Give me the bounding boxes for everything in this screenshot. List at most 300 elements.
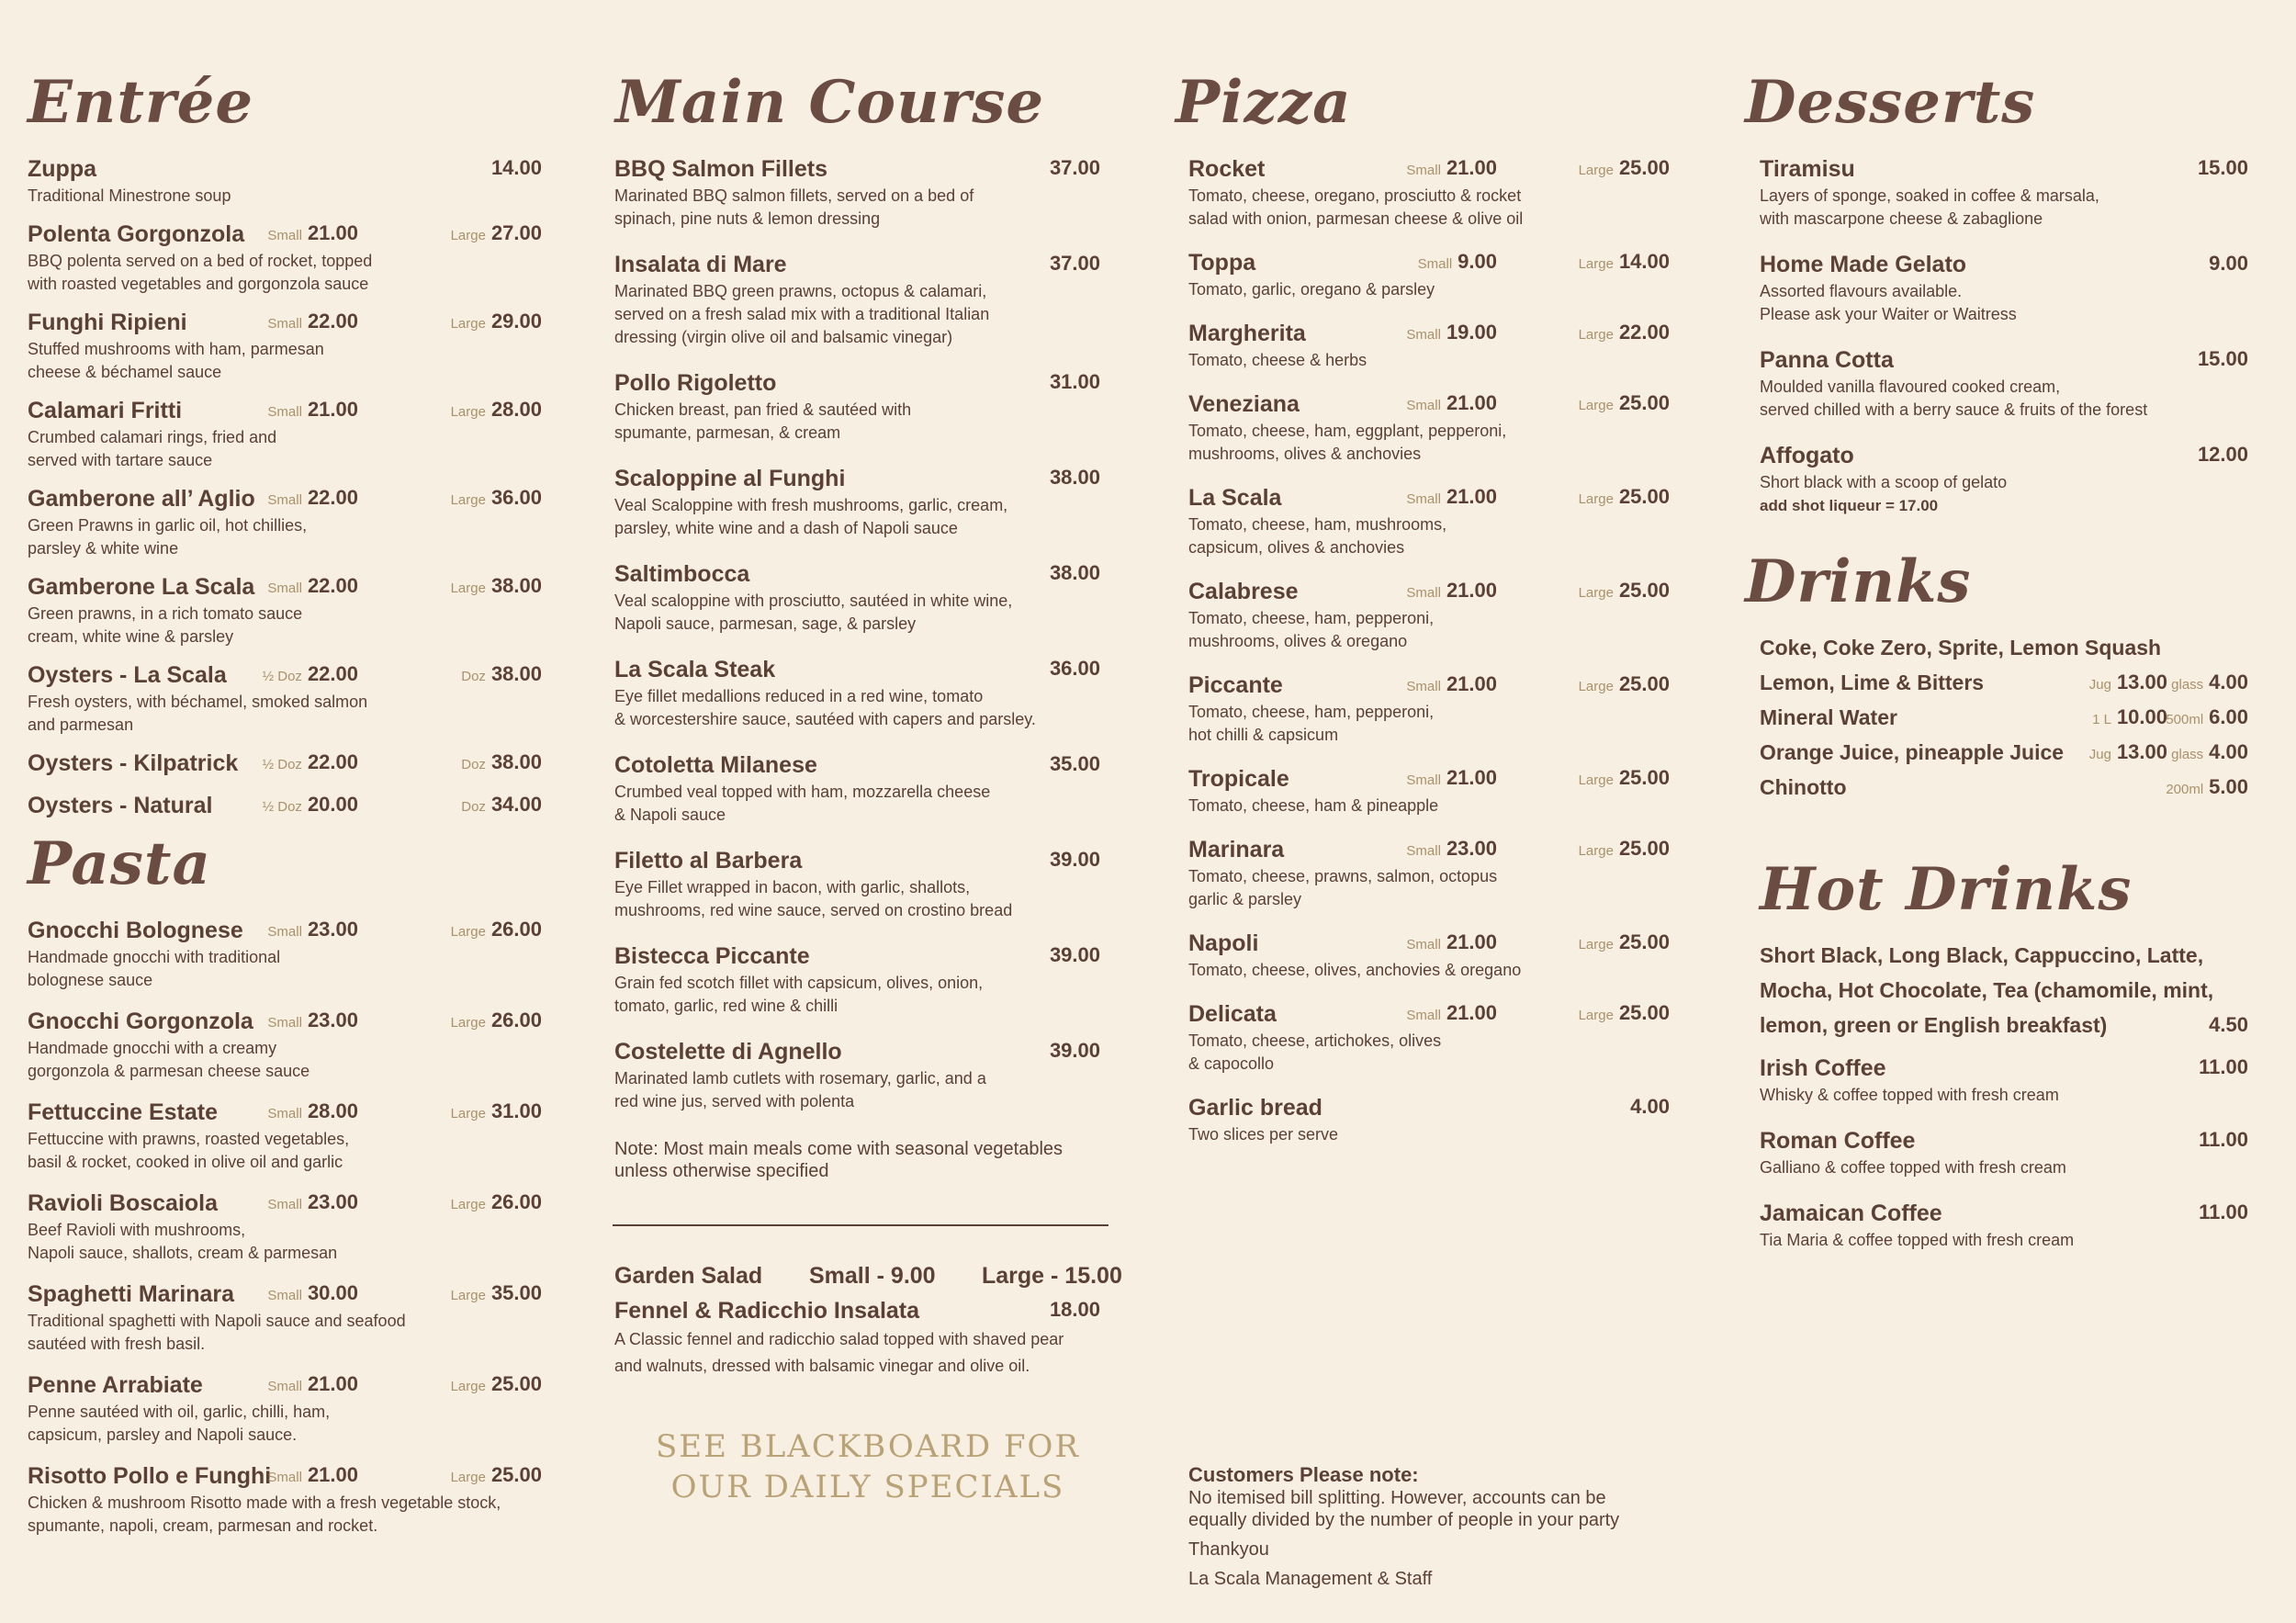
- size-label: Large: [450, 580, 486, 596]
- price-value: 38.00: [490, 662, 542, 685]
- menu-item: [28, 486, 542, 559]
- size-label: Small: [1406, 843, 1441, 859]
- coffee-line-1-text: Short Black, Long Black, Cappuccino, Latte,: [1760, 943, 2204, 967]
- menu-item: [28, 1281, 542, 1355]
- size-label: Small: [267, 1288, 302, 1303]
- item-price: 37.00: [1049, 252, 1100, 275]
- salad-row: [614, 1263, 1122, 1298]
- item-price-small: [267, 1281, 358, 1305]
- pasta-heading: Pasta: [28, 829, 211, 898]
- menu-item: [1188, 156, 1681, 230]
- price-value: 14.00: [1618, 250, 1670, 273]
- item-price-large: [1579, 579, 1670, 603]
- item-desc: Penne sautéed with oil, garlic, chilli, ham,: [28, 1403, 331, 1421]
- menu-item: [614, 848, 1111, 921]
- price-value: 25.00: [1618, 1001, 1670, 1024]
- size-label: Large: [1578, 491, 1614, 507]
- item-price-small: [267, 918, 358, 941]
- drink-price-1: [2089, 740, 2167, 764]
- drink-price-2: [2166, 705, 2248, 729]
- desserts-column: [1745, 68, 2259, 1273]
- item-desc: Tomato, cheese, ham & pineapple: [1188, 796, 1439, 815]
- item-price: 14.00: [490, 156, 542, 179]
- price-value: 20.00: [307, 793, 358, 816]
- item-desc: cream, white wine & parsley: [28, 627, 234, 646]
- menu-item: [1760, 1128, 2259, 1178]
- item-desc: Assorted flavours available.: [1760, 282, 1963, 300]
- item-price-large: [1579, 391, 1670, 415]
- drink-name: Lemon, Lime & Bitters: [1760, 671, 1985, 694]
- size-label: Large: [1578, 256, 1614, 272]
- item-desc: BBQ polenta served on a bed of rocket, topped: [28, 252, 373, 270]
- soft-drinks-line: [1760, 636, 2259, 671]
- menu-item: [614, 752, 1111, 826]
- menu-item: [28, 1372, 542, 1446]
- item-price-large: [451, 1009, 542, 1032]
- item-name: Oysters - Kilpatrick: [28, 750, 239, 776]
- price-value: 25.00: [1618, 485, 1670, 508]
- main-note-line1: Note: Most main meals come with seasonal vegetables: [614, 1139, 1064, 1159]
- main-note: [614, 1138, 1111, 1182]
- item-price-small: [1406, 672, 1497, 696]
- price-value: 25.00: [490, 1372, 542, 1395]
- item-price-large: [451, 1372, 542, 1396]
- item-name: Spaghetti Marinara: [28, 1281, 235, 1307]
- main-course-column: [602, 68, 1122, 1507]
- item-price-small: [1406, 766, 1497, 790]
- main-note-line2: unless otherwise specified: [614, 1161, 829, 1181]
- item-name: Risotto Pollo e Funghi: [28, 1463, 272, 1489]
- size-label: Large: [450, 404, 486, 420]
- drink-row: [1760, 740, 2259, 775]
- item-price: 31.00: [1049, 370, 1100, 393]
- item-desc: Napoli sauce, shallots, cream & parmesan: [28, 1244, 338, 1262]
- price-value: 23.00: [307, 1190, 358, 1213]
- size-label: Doz: [461, 757, 486, 772]
- item-price-small: [1406, 156, 1497, 180]
- notice-line-1: No itemised bill splitting. However, accounts can be: [1188, 1488, 1606, 1508]
- item-price-large: [1579, 485, 1670, 509]
- size-label: Large: [450, 1288, 486, 1303]
- menu-item: [28, 574, 542, 648]
- price-value: 25.00: [1618, 930, 1670, 953]
- item-desc: tomato, garlic, red wine & chilli: [614, 997, 838, 1015]
- item-price: 15.00: [2197, 347, 2248, 370]
- size-label: Large: [450, 1106, 486, 1121]
- item-desc: dressing (virgin olive oil and balsamic vinegar): [614, 328, 953, 346]
- fennel-price: 18.00: [1049, 1298, 1100, 1321]
- size-label: Small: [267, 1379, 302, 1394]
- item-desc: served with tartare sauce: [28, 451, 213, 469]
- price-value: 38.00: [490, 574, 542, 597]
- pasta-list: [28, 918, 542, 1537]
- price-value: 26.00: [490, 1009, 542, 1031]
- menu-item: [1188, 1095, 1681, 1145]
- menu-item: [1760, 1200, 2259, 1251]
- size-label: Small: [1406, 327, 1441, 343]
- menu-item: [614, 252, 1111, 348]
- pizza-column: [1176, 68, 1681, 1589]
- item-desc: sautéed with fresh basil.: [28, 1335, 206, 1353]
- price-value: 9.00: [1458, 250, 1497, 273]
- item-desc: Galliano & coffee topped with fresh cream: [1760, 1158, 2066, 1177]
- price-value: 30.00: [307, 1281, 358, 1304]
- price-value: 21.00: [307, 221, 358, 244]
- entree-column: [28, 68, 542, 1554]
- notice-title: Customers Please note:: [1188, 1463, 1419, 1486]
- price-value: 22.00: [307, 486, 358, 509]
- item-desc: Two slices per serve: [1188, 1125, 1339, 1144]
- size-label: Small: [1406, 937, 1441, 952]
- item-price-small: [263, 793, 358, 817]
- item-price: 39.00: [1049, 943, 1100, 966]
- price-value: 25.00: [1618, 156, 1670, 179]
- menu-item: [28, 221, 542, 295]
- menu-item: [28, 1190, 542, 1264]
- menu-item: [28, 793, 542, 820]
- item-name: BBQ Salmon Fillets: [614, 156, 827, 182]
- item-name: Pollo Rigoletto: [614, 370, 777, 396]
- item-price-large: [451, 574, 542, 598]
- menu-item: [28, 398, 542, 471]
- price-value: 21.00: [307, 1463, 358, 1486]
- item-name: Oysters - La Scala: [28, 662, 227, 688]
- size-label: Small: [1406, 1008, 1441, 1023]
- price-value: 28.00: [490, 398, 542, 421]
- size-label: Small: [1406, 679, 1441, 694]
- item-desc: Tomato, cheese, oregano, prosciutto & rocket: [1188, 186, 1522, 205]
- item-desc: Tomato, cheese, ham, eggplant, pepperoni,: [1188, 422, 1507, 440]
- size-label: Large: [1578, 772, 1614, 788]
- menu-item: [28, 1463, 542, 1537]
- menu-item: [28, 918, 542, 991]
- coffee-line-1: [1760, 943, 2259, 978]
- size-label: Large: [1578, 843, 1614, 859]
- price-value: 23.00: [1446, 837, 1497, 860]
- item-price-small: [1406, 321, 1497, 344]
- main-course-heading: Main Course: [615, 68, 1045, 137]
- item-price-large: [1579, 837, 1670, 861]
- size-label: Large: [450, 1470, 486, 1485]
- item-name: Insalata di Mare: [614, 252, 787, 277]
- menu-item: [1188, 672, 1681, 746]
- item-price-small: [1406, 579, 1497, 603]
- item-desc: Handmade gnocchi with traditional: [28, 948, 281, 966]
- item-price-large: [461, 662, 542, 686]
- price-value: 21.00: [307, 398, 358, 421]
- price-value: 4.00: [2209, 740, 2248, 763]
- size-label: Jug: [2088, 677, 2111, 693]
- item-desc: served on a fresh salad mix with a traditional Italian: [614, 305, 990, 323]
- price-value: 27.00: [490, 221, 542, 244]
- fennel-name: Fennel & Radicchio Insalata: [614, 1298, 920, 1324]
- item-desc: and parmesan: [28, 716, 134, 734]
- item-price: 39.00: [1049, 848, 1100, 871]
- size-label: Large: [450, 316, 486, 332]
- size-label: Small: [267, 1015, 302, 1031]
- price-value: 22.00: [307, 310, 358, 332]
- size-label: Small: [267, 580, 302, 596]
- item-name: Bistecca Piccante: [614, 943, 810, 969]
- size-label: Large: [450, 492, 486, 508]
- item-name: Gamberone La Scala: [28, 574, 255, 600]
- item-desc: Veal Scaloppine with fresh mushrooms, garlic, cream,: [614, 496, 1008, 514]
- menu-item: [1188, 930, 1681, 981]
- size-label: Small: [1406, 585, 1441, 601]
- soft-drinks-label: Coke, Coke Zero, Sprite, Lemon Squash: [1760, 636, 2162, 659]
- size-label: Small: [1417, 256, 1453, 272]
- item-name: Toppa: [1188, 250, 1256, 276]
- size-label: Large: [1578, 398, 1614, 413]
- price-value: 26.00: [490, 1190, 542, 1213]
- item-name: Polenta Gorgonzola: [28, 221, 245, 247]
- item-price-small: [263, 750, 358, 774]
- price-value: 23.00: [307, 918, 358, 941]
- size-label: Small: [267, 228, 302, 243]
- menu-item: [28, 310, 542, 383]
- drink-name: Orange Juice, pineapple Juice: [1760, 740, 2065, 764]
- size-label: Small: [267, 1106, 302, 1121]
- item-price-large: [451, 398, 542, 422]
- item-price-large: [1579, 250, 1670, 274]
- item-desc: Crumbed calamari rings, fried and: [28, 428, 277, 446]
- item-name: Scaloppine al Funghi: [614, 466, 846, 491]
- size-label: Jug: [2088, 747, 2111, 762]
- size-label: Large: [450, 1197, 486, 1212]
- item-name: Irish Coffee: [1760, 1055, 1886, 1081]
- item-price: 11.00: [2199, 1055, 2248, 1078]
- size-label: Small: [267, 924, 302, 940]
- item-desc: Green prawns, in a rich tomato sauce: [28, 604, 303, 623]
- item-desc: Handmade gnocchi with a creamy: [28, 1039, 277, 1057]
- salad-small-price: Small - 9.00: [809, 1263, 936, 1289]
- coffee-price: 4.50: [2209, 1013, 2248, 1036]
- item-price: 11.00: [2199, 1200, 2248, 1223]
- item-price-large: [1579, 672, 1670, 696]
- menu-item: [614, 657, 1111, 730]
- item-desc: Marinated BBQ salmon fillets, served on a bed of: [614, 186, 974, 205]
- item-desc: parsley & white wine: [28, 539, 179, 558]
- coffee-line-2-text: Mocha, Hot Chocolate, Tea (chamomile, mint,: [1760, 978, 2214, 1002]
- size-label: Large: [450, 1015, 486, 1031]
- item-price: 12.00: [2197, 443, 2248, 466]
- item-price-large: [451, 918, 542, 941]
- drink-price-2: [2166, 775, 2248, 799]
- item-desc: Tomato, cheese, ham, pepperoni,: [1188, 609, 1435, 627]
- item-desc: & Napoli sauce: [614, 806, 726, 824]
- item-desc: Traditional spaghetti with Napoli sauce and seafood: [28, 1312, 406, 1330]
- hot-drinks-heading: Hot Drinks: [1760, 855, 2133, 924]
- item-price-small: [263, 662, 358, 686]
- item-desc: gorgonzola & parmesan cheese sauce: [28, 1062, 310, 1080]
- item-desc: Tomato, cheese, ham, mushrooms,: [1188, 515, 1447, 534]
- fennel-desc-1: A Classic fennel and radicchio salad topped with shaved pear: [614, 1330, 1064, 1348]
- item-price-small: [267, 1190, 358, 1214]
- price-value: 6.00: [2209, 705, 2248, 728]
- menu-item: [1760, 156, 2259, 230]
- price-value: 10.00: [2116, 705, 2167, 728]
- item-desc: basil & rocket, cooked in olive oil and garlic: [28, 1153, 343, 1171]
- item-desc: Eye fillet medallions reduced in a red wine, tomato: [614, 687, 984, 705]
- size-label: Small: [1406, 772, 1441, 788]
- item-desc: Stuffed mushrooms with ham, parmesan: [28, 340, 324, 358]
- menu-item: [1188, 321, 1681, 371]
- item-desc: mushrooms, red wine sauce, served on crostino bread: [614, 901, 1013, 919]
- price-value: 28.00: [307, 1099, 358, 1122]
- size-label: Large: [1578, 1008, 1614, 1023]
- price-value: 5.00: [2209, 775, 2248, 798]
- price-value: 29.00: [490, 310, 542, 332]
- menu-item: [1188, 837, 1681, 910]
- menu-item: [1760, 1055, 2259, 1106]
- price-value: 4.00: [2209, 671, 2248, 693]
- menu-item: [614, 370, 1111, 444]
- coffee-line-3: [1760, 1013, 2259, 1048]
- price-value: 25.00: [1618, 391, 1670, 414]
- item-desc: Please ask your Waiter or Waitress: [1760, 305, 2017, 323]
- item-price: 38.00: [1049, 466, 1100, 489]
- size-label: Large: [450, 1379, 486, 1394]
- item-desc: Veal scaloppine with prosciutto, sautéed in white wine,: [614, 592, 1013, 610]
- item-desc: Tomato, cheese, olives, anchovies & oregano: [1188, 961, 1522, 979]
- item-desc: garlic & parsley: [1188, 890, 1302, 908]
- item-desc: bolognese sauce: [28, 971, 153, 989]
- item-name: La Scala: [1188, 485, 1282, 511]
- customer-notice: [1188, 1463, 1619, 1590]
- size-label: ½ Doz: [262, 799, 302, 815]
- item-desc: Tomato, cheese, prawns, salmon, octopus: [1188, 867, 1498, 885]
- item-name: Gnocchi Gorgonzola: [28, 1009, 253, 1034]
- item-price-small: [1406, 485, 1497, 509]
- item-desc: Tomato, cheese, ham, pepperoni,: [1188, 703, 1435, 721]
- daily-specials-banner: [602, 1426, 1134, 1507]
- item-desc: Napoli sauce, parmesan, sage, & parsley: [614, 614, 917, 633]
- menu-item: [1188, 766, 1681, 817]
- item-price-large: [461, 750, 542, 774]
- hot-drinks-list: [1760, 943, 2259, 1251]
- menu-item: [1188, 1001, 1681, 1075]
- item-price: 36.00: [1049, 657, 1100, 680]
- item-desc: red wine jus, served with polenta: [614, 1092, 855, 1110]
- size-label: glass: [2171, 747, 2204, 762]
- item-desc: Green Prawns in garlic oil, hot chillies,: [28, 516, 308, 535]
- item-price-large: [451, 221, 542, 245]
- item-desc: spumante, parmesan, & cream: [614, 423, 841, 442]
- item-desc: Beef Ravioli with mushrooms,: [28, 1221, 246, 1239]
- size-label: Small: [1406, 163, 1441, 178]
- menu-item: [614, 561, 1111, 635]
- size-label: Large: [450, 924, 486, 940]
- price-value: 21.00: [1446, 766, 1497, 789]
- price-value: 21.00: [1446, 391, 1497, 414]
- item-price: 11.00: [2199, 1128, 2248, 1151]
- entree-heading: Entrée: [28, 68, 254, 137]
- menu-item: [614, 156, 1111, 230]
- item-price-small: [1406, 1001, 1497, 1025]
- item-price-small: [267, 1372, 358, 1396]
- drinks-heading: Drinks: [1745, 547, 1972, 616]
- size-label: Small: [267, 1470, 302, 1485]
- item-desc: capsicum, olives & anchovies: [1188, 538, 1405, 557]
- item-name: Tiramisu: [1760, 156, 1855, 182]
- menu-item: [614, 943, 1111, 1017]
- price-value: 13.00: [2116, 671, 2167, 693]
- menu-item: [28, 156, 542, 207]
- drink-price-1: [2089, 671, 2167, 694]
- menu-item: [1188, 250, 1681, 300]
- item-desc: Marinated BBQ green prawns, octopus & calamari,: [614, 282, 987, 300]
- item-name: Veneziana: [1188, 391, 1300, 417]
- size-label: 1 L: [2092, 712, 2111, 727]
- item-desc: Layers of sponge, soaked in coffee & marsala,: [1760, 186, 2099, 205]
- item-name: Gamberone all’ Aglio: [28, 486, 255, 512]
- item-price-large: [451, 1463, 542, 1487]
- item-name: Rocket: [1188, 156, 1266, 182]
- price-value: 25.00: [490, 1463, 542, 1486]
- desserts-heading: Desserts: [1745, 68, 2036, 137]
- salad-name: Garden Salad: [614, 1263, 763, 1289]
- size-label: Large: [1578, 327, 1614, 343]
- item-price: 4.00: [1630, 1095, 1670, 1118]
- item-price-small: [1406, 391, 1497, 415]
- item-price-large: [1579, 930, 1670, 954]
- item-desc: Whisky & coffee topped with fresh cream: [1760, 1086, 2059, 1104]
- item-desc: Tomato, garlic, oregano & parsley: [1188, 280, 1435, 299]
- item-name: Calamari Fritti: [28, 398, 183, 423]
- size-label: Large: [1578, 679, 1614, 694]
- item-desc: & capocollo: [1188, 1054, 1275, 1073]
- drink-row: [1760, 775, 2259, 810]
- item-price: 39.00: [1049, 1039, 1100, 1062]
- dessert-list: [1760, 156, 2259, 516]
- item-price-large: [1579, 766, 1670, 790]
- item-desc: capsicum, parsley and Napoli sauce.: [28, 1426, 298, 1444]
- item-name: Margherita: [1188, 321, 1306, 346]
- item-desc: parsley, white wine and a dash of Napoli sauce: [614, 519, 958, 537]
- item-name: Home Made Gelato: [1760, 252, 1967, 277]
- main-list: [614, 156, 1111, 1112]
- notice-line-2: equally divided by the number of people in your party: [1188, 1510, 1620, 1530]
- drink-name: Chinotto: [1760, 775, 1847, 799]
- item-price-large: [451, 1281, 542, 1305]
- item-price: 37.00: [1049, 156, 1100, 179]
- item-name: Filetto al Barbera: [614, 848, 803, 873]
- price-value: 25.00: [1618, 837, 1670, 860]
- price-value: 26.00: [490, 918, 542, 941]
- drinks-list: [1760, 636, 2259, 810]
- specials-line-2: OUR DAILY SPECIALS: [670, 1469, 1065, 1505]
- item-desc: salad with onion, parmesan cheese & olive oil: [1188, 209, 1524, 228]
- menu-item: [1188, 579, 1681, 652]
- price-value: 19.00: [1446, 321, 1497, 344]
- item-name: Panna Cotta: [1760, 347, 1894, 373]
- item-price-large: [451, 1099, 542, 1123]
- menu-item: [28, 1099, 542, 1173]
- price-value: 22.00: [307, 574, 358, 597]
- price-value: 21.00: [1446, 1001, 1497, 1024]
- item-name: Funghi Ripieni: [28, 310, 187, 335]
- item-price-small: [267, 398, 358, 422]
- price-value: 21.00: [1446, 579, 1497, 602]
- price-value: 21.00: [307, 1372, 358, 1395]
- size-label: Small: [267, 316, 302, 332]
- item-name: Napoli: [1188, 930, 1259, 956]
- item-name: Oysters - Natural: [28, 793, 213, 818]
- price-value: 25.00: [1618, 672, 1670, 695]
- drink-price-1: [2092, 705, 2167, 729]
- item-price-small: [1406, 837, 1497, 861]
- item-price: 35.00: [1049, 752, 1100, 775]
